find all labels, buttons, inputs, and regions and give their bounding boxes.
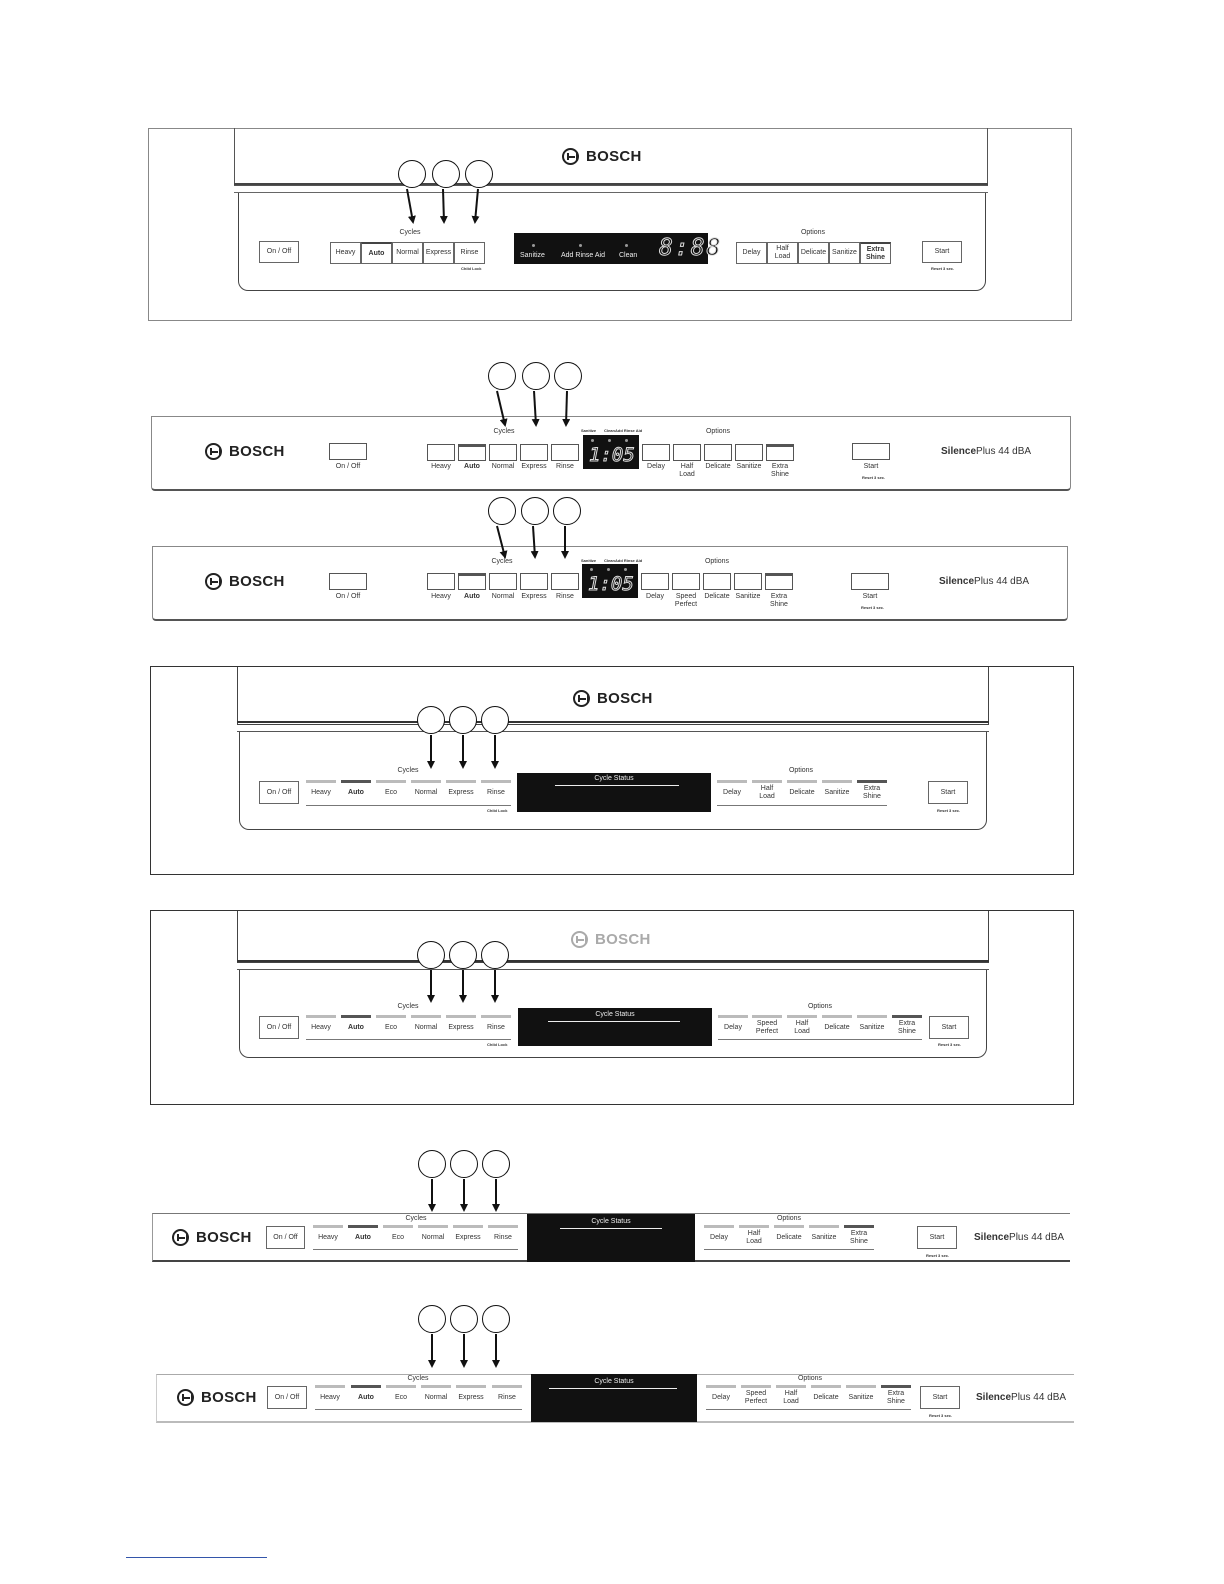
option-delay-bar bbox=[704, 1225, 734, 1228]
option-delicate[interactable] bbox=[704, 444, 732, 461]
option-sanitize[interactable]: Sanitize bbox=[824, 789, 850, 796]
option-delicate[interactable]: Delicate bbox=[789, 789, 815, 796]
start-button[interactable]: Start bbox=[922, 241, 962, 263]
option-speed-perfect[interactable]: Speed Perfect bbox=[744, 1390, 768, 1406]
option-delicate[interactable]: Delicate bbox=[798, 242, 829, 264]
cycle-normal[interactable] bbox=[489, 444, 517, 461]
option-sanitize[interactable] bbox=[734, 573, 762, 590]
cycle-underline bbox=[306, 805, 511, 806]
option-delicate[interactable]: Delicate bbox=[824, 1024, 850, 1031]
option-speed-perfect-label: Speed Perfect bbox=[674, 593, 698, 609]
option-underline bbox=[706, 1409, 911, 1410]
cycles-title: Cycles bbox=[397, 1003, 419, 1010]
panel-7-display bbox=[531, 1374, 697, 1422]
cycle-auto[interactable]: Auto bbox=[348, 1024, 364, 1031]
option-extra-shine-bar bbox=[881, 1385, 911, 1388]
cycle-auto-bar bbox=[351, 1385, 381, 1388]
cycle-express-bar bbox=[456, 1385, 486, 1388]
option-sanitize-bar bbox=[857, 1015, 887, 1018]
cycle-eco[interactable]: Eco bbox=[391, 1234, 405, 1241]
cycle-auto-bar bbox=[348, 1225, 378, 1228]
callout-3 bbox=[553, 497, 581, 525]
led-icon bbox=[624, 568, 627, 571]
cycle-express[interactable]: Express bbox=[448, 1024, 474, 1031]
option-delay[interactable]: Delay bbox=[712, 1394, 730, 1401]
option-sanitize[interactable] bbox=[735, 444, 763, 461]
option-half-load[interactable]: Half Load bbox=[767, 242, 798, 264]
on-off-button[interactable] bbox=[329, 573, 367, 590]
cycles-title: Cycles bbox=[491, 558, 513, 565]
callout-3 bbox=[482, 1150, 510, 1178]
option-extra-shine-label: Extra Shine bbox=[771, 463, 789, 479]
cycle-heavy-bar bbox=[306, 1015, 336, 1018]
cycle-status-label: Cycle Status bbox=[594, 775, 634, 782]
cycle-eco[interactable]: Eco bbox=[384, 1024, 398, 1031]
cycle-rinse[interactable]: Rinse bbox=[487, 789, 505, 796]
model-label: SilencePlus 44 dBA bbox=[976, 1392, 1067, 1403]
bosch-logo-icon bbox=[562, 148, 579, 165]
cycle-heavy[interactable] bbox=[427, 444, 455, 461]
cycle-rinse-bar bbox=[492, 1385, 522, 1388]
cycle-heavy-label: Heavy bbox=[431, 593, 451, 600]
option-half-load-label: Half Load bbox=[679, 463, 695, 479]
option-underline bbox=[717, 805, 887, 806]
option-half-load-bar bbox=[787, 1015, 817, 1018]
panel-6-display bbox=[527, 1214, 695, 1262]
reset-note: Reset 3 sec. bbox=[931, 266, 955, 271]
cycle-normal[interactable]: Normal bbox=[421, 1234, 445, 1241]
indicator-rinse-aid: Add Rinse Aid bbox=[615, 558, 643, 563]
cycle-normal-label: Normal bbox=[491, 593, 515, 600]
model-label: SilencePlus 44 dBA bbox=[941, 446, 1032, 457]
option-half-load[interactable]: Half Load bbox=[783, 1390, 799, 1406]
cycle-rinse[interactable]: Rinse bbox=[454, 242, 485, 264]
callout-2 bbox=[432, 160, 460, 188]
cycle-normal[interactable]: Normal bbox=[414, 789, 438, 796]
option-sanitize[interactable]: Sanitize bbox=[848, 1394, 874, 1401]
cycle-heavy[interactable] bbox=[427, 573, 455, 590]
cycle-normal-bar bbox=[411, 1015, 441, 1018]
start-button[interactable] bbox=[852, 443, 890, 460]
options-title: Options bbox=[788, 767, 814, 774]
cycle-heavy[interactable]: Heavy bbox=[330, 242, 361, 264]
callout-3 bbox=[554, 362, 582, 390]
cycle-normal[interactable]: Normal bbox=[414, 1024, 438, 1031]
option-sanitize[interactable]: Sanitize bbox=[859, 1024, 885, 1031]
rinse-aid-led-icon bbox=[579, 244, 582, 247]
option-delicate-label: Delicate bbox=[705, 463, 731, 470]
cycle-eco[interactable]: Eco bbox=[394, 1394, 408, 1401]
cycle-express[interactable]: Express bbox=[458, 1394, 484, 1401]
option-delay[interactable] bbox=[641, 573, 669, 590]
cycle-heavy[interactable]: Heavy bbox=[318, 1234, 338, 1241]
indicator-clean: Clean bbox=[619, 252, 638, 259]
on-off-button[interactable] bbox=[329, 443, 367, 460]
callout-2 bbox=[521, 497, 549, 525]
option-delicate[interactable]: Delicate bbox=[776, 1234, 802, 1241]
cycle-status-label: Cycle Status bbox=[595, 1011, 635, 1018]
start-label: Start bbox=[863, 463, 879, 470]
panel-4-display bbox=[517, 773, 711, 812]
option-extra-shine-bar bbox=[844, 1225, 874, 1228]
cycle-rinse[interactable] bbox=[551, 573, 579, 590]
options-title: Options bbox=[807, 1003, 833, 1010]
cycle-rinse-label: Rinse bbox=[556, 463, 574, 470]
cycle-normal-bar bbox=[418, 1225, 448, 1228]
model-label: SilencePlus 44 dBA bbox=[939, 576, 1030, 587]
callout-2 bbox=[449, 941, 477, 969]
cycle-express-bar bbox=[453, 1225, 483, 1228]
option-delay-bar bbox=[717, 780, 747, 783]
cycle-status-label: Cycle Status bbox=[594, 1378, 634, 1385]
footnote-rule bbox=[126, 1557, 267, 1558]
cycle-normal[interactable]: Normal bbox=[392, 242, 423, 264]
option-speed-perfect[interactable] bbox=[672, 573, 700, 590]
cycle-express[interactable]: Express bbox=[423, 242, 454, 264]
bosch-logo-icon bbox=[205, 573, 222, 590]
time-readout: 1:05 bbox=[588, 573, 634, 595]
cycle-normal[interactable] bbox=[489, 573, 517, 590]
option-extra-shine[interactable] bbox=[766, 444, 794, 461]
cycle-eco[interactable]: Eco bbox=[384, 789, 398, 796]
cycle-eco-bar bbox=[376, 780, 406, 783]
bosch-logo-icon bbox=[571, 931, 588, 948]
callout-1 bbox=[417, 941, 445, 969]
cycle-rinse[interactable]: Rinse bbox=[498, 1394, 516, 1401]
option-delay[interactable]: Delay bbox=[724, 1024, 742, 1031]
callout-1 bbox=[418, 1305, 446, 1333]
cycle-heavy-bar bbox=[313, 1225, 343, 1228]
options-title: Options bbox=[704, 558, 730, 565]
option-delicate-bar bbox=[774, 1225, 804, 1228]
cycle-auto[interactable]: Auto bbox=[348, 789, 364, 796]
option-extra-shine-bar bbox=[857, 780, 887, 783]
cycle-auto[interactable]: Auto bbox=[358, 1394, 374, 1401]
panel-5-display bbox=[518, 1008, 712, 1046]
option-extra-shine[interactable]: Extra Shine bbox=[863, 785, 881, 801]
clean-led-icon bbox=[625, 244, 628, 247]
on-off-button[interactable]: On / Off bbox=[266, 1226, 305, 1249]
cycles-title: Cycles bbox=[399, 229, 421, 236]
on-off-label: On / Off bbox=[335, 463, 361, 470]
panel-3-brand: BOSCH bbox=[205, 573, 285, 590]
cycle-auto-bar bbox=[341, 780, 371, 783]
led-icon bbox=[591, 439, 594, 442]
option-speed-perfect-bar bbox=[752, 1015, 782, 1018]
option-delay-bar bbox=[718, 1015, 748, 1018]
panel-2-display bbox=[583, 435, 639, 469]
option-delay[interactable]: Delay bbox=[723, 789, 741, 796]
option-delay[interactable] bbox=[642, 444, 670, 461]
callout-1 bbox=[488, 497, 516, 525]
led-icon bbox=[607, 568, 610, 571]
option-extra-shine[interactable]: Extra Shine bbox=[898, 1020, 916, 1036]
option-delicate[interactable] bbox=[703, 573, 731, 590]
cycle-heavy[interactable]: Heavy bbox=[311, 1024, 331, 1031]
cycle-auto[interactable] bbox=[458, 573, 486, 590]
cycles-title: Cycles bbox=[407, 1375, 429, 1382]
option-delicate-bar bbox=[811, 1385, 841, 1388]
led-icon bbox=[608, 439, 611, 442]
option-speed-perfect[interactable]: Speed Perfect bbox=[755, 1020, 779, 1036]
time-readout: 8:88 bbox=[659, 235, 723, 261]
option-delay[interactable]: Delay bbox=[710, 1234, 728, 1241]
cycle-auto-label: Auto bbox=[464, 593, 480, 600]
cycle-rinse-bar bbox=[481, 780, 511, 783]
indicator-clean: Clean bbox=[604, 428, 615, 433]
option-extra-shine[interactable]: Extra Shine bbox=[860, 242, 891, 264]
panel-7-brand: BOSCH bbox=[177, 1389, 257, 1406]
option-half-load-bar bbox=[776, 1385, 806, 1388]
cycle-auto[interactable] bbox=[458, 444, 486, 461]
cycle-express[interactable]: Express bbox=[448, 789, 474, 796]
cycle-heavy-label: Heavy bbox=[431, 463, 451, 470]
cycle-normal-bar bbox=[421, 1385, 451, 1388]
option-delicate-bar bbox=[822, 1015, 852, 1018]
reset-note: Reset 3 sec. bbox=[938, 1042, 962, 1047]
cycle-express[interactable] bbox=[520, 573, 548, 590]
option-delicate[interactable]: Delicate bbox=[813, 1394, 839, 1401]
panel-6-brand: BOSCH bbox=[172, 1229, 252, 1246]
option-half-load-bar bbox=[752, 780, 782, 783]
indicator-sanitize: Sanitize bbox=[581, 428, 597, 433]
option-extra-shine[interactable]: Extra Shine bbox=[887, 1390, 905, 1406]
callout-3 bbox=[465, 160, 493, 188]
on-off-button[interactable]: On / Off bbox=[259, 781, 299, 804]
option-sanitize[interactable]: Sanitize bbox=[811, 1234, 837, 1241]
panel-1-display bbox=[514, 233, 723, 264]
option-sanitize-bar bbox=[809, 1225, 839, 1228]
on-off-label: On / Off bbox=[335, 593, 361, 600]
cycle-rinse-bar bbox=[488, 1225, 518, 1228]
option-extra-shine[interactable]: Extra Shine bbox=[850, 1230, 868, 1246]
option-sanitize-label: Sanitize bbox=[735, 593, 761, 600]
on-off-button[interactable]: On / Off bbox=[267, 1386, 307, 1409]
panel-4-brand: BOSCH bbox=[573, 690, 653, 707]
indicator-rinse-aid: Add Rinse Aid bbox=[615, 428, 643, 433]
callout-2 bbox=[522, 362, 550, 390]
cycle-auto[interactable]: Auto bbox=[355, 1234, 371, 1241]
callout-3 bbox=[481, 941, 509, 969]
sanitize-led-icon bbox=[532, 244, 535, 247]
option-extra-shine-bar bbox=[892, 1015, 922, 1018]
indicator-sanitize: Sanitize bbox=[581, 558, 597, 563]
options-title: Options bbox=[776, 1215, 802, 1222]
indicator-rinse-aid: Add Rinse Aid bbox=[561, 252, 605, 259]
bosch-logo-icon bbox=[205, 443, 222, 460]
option-sanitize-bar bbox=[846, 1385, 876, 1388]
cycle-heavy-bar bbox=[306, 780, 336, 783]
cycles-title: Cycles bbox=[405, 1215, 427, 1222]
callout-3 bbox=[482, 1305, 510, 1333]
reset-note: Reset 3 sec. bbox=[937, 808, 961, 813]
option-sanitize[interactable]: Sanitize bbox=[829, 242, 860, 264]
status-line bbox=[549, 1388, 677, 1389]
cycle-express-label: Express bbox=[521, 593, 547, 600]
cycle-underline bbox=[315, 1409, 522, 1410]
status-line bbox=[548, 1021, 680, 1022]
reset-note: Reset 3 sec. bbox=[929, 1413, 953, 1418]
cycle-rinse[interactable] bbox=[551, 444, 579, 461]
option-underline bbox=[704, 1249, 874, 1250]
bosch-logo-icon bbox=[573, 690, 590, 707]
time-readout: 1:05 bbox=[589, 444, 635, 466]
cycle-normal-label: Normal bbox=[491, 463, 515, 470]
options-title: Options bbox=[797, 1375, 823, 1382]
cycle-normal[interactable]: Normal bbox=[424, 1394, 448, 1401]
option-sanitize-label: Sanitize bbox=[736, 463, 762, 470]
cycle-auto-bar bbox=[341, 1015, 371, 1018]
cycle-express[interactable] bbox=[520, 444, 548, 461]
option-delay-label: Delay bbox=[647, 463, 665, 470]
option-sanitize-bar bbox=[822, 780, 852, 783]
option-extra-shine[interactable] bbox=[765, 573, 793, 590]
cycle-express-label: Express bbox=[521, 463, 547, 470]
start-label: Start bbox=[862, 593, 878, 600]
cycle-eco-bar bbox=[386, 1385, 416, 1388]
option-half-load[interactable]: Half Load bbox=[746, 1230, 762, 1246]
panel-3-display bbox=[582, 564, 638, 598]
cycle-heavy[interactable]: Heavy bbox=[311, 789, 331, 796]
start-button[interactable]: Start bbox=[928, 781, 968, 804]
options-title: Options bbox=[800, 229, 826, 236]
panel-2-brand: BOSCH bbox=[205, 443, 285, 460]
bosch-logo-icon bbox=[172, 1229, 189, 1246]
panel-1-brand: BOSCH bbox=[562, 148, 642, 165]
callout-1 bbox=[417, 706, 445, 734]
reset-note: Reset 3 sec. bbox=[861, 605, 885, 610]
option-half-load-bar bbox=[739, 1225, 769, 1228]
cycle-eco-bar bbox=[376, 1015, 406, 1018]
child-lock-note: Child Lock bbox=[487, 1042, 508, 1047]
cycle-eco-bar bbox=[383, 1225, 413, 1228]
cycle-underline bbox=[313, 1249, 518, 1250]
indicator-clean: Clean bbox=[604, 558, 615, 563]
child-lock-note: Child Lock bbox=[461, 266, 482, 271]
reset-note: Reset 3 sec. bbox=[862, 475, 886, 480]
cycles-title: Cycles bbox=[397, 767, 419, 774]
start-button[interactable] bbox=[851, 573, 889, 590]
cycles-title: Cycles bbox=[493, 428, 515, 435]
panel-4-ledge bbox=[237, 721, 989, 732]
option-underline bbox=[718, 1039, 922, 1040]
callout-2 bbox=[450, 1305, 478, 1333]
panel-1-ledge bbox=[234, 183, 988, 193]
cycle-normal-bar bbox=[411, 780, 441, 783]
cycle-express-bar bbox=[446, 1015, 476, 1018]
on-off-button[interactable]: On / Off bbox=[259, 1016, 299, 1039]
child-lock-note: Child Lock bbox=[487, 808, 508, 813]
cycle-auto[interactable]: Auto bbox=[361, 242, 392, 264]
option-delay-label: Delay bbox=[646, 593, 664, 600]
option-delicate-label: Delicate bbox=[704, 593, 730, 600]
cycle-heavy[interactable]: Heavy bbox=[320, 1394, 340, 1401]
cycle-heavy-bar bbox=[315, 1385, 345, 1388]
callout-2 bbox=[449, 706, 477, 734]
option-half-load[interactable]: Half Load bbox=[794, 1020, 810, 1036]
panel-5-ledge bbox=[237, 960, 989, 970]
cycle-rinse-bar bbox=[481, 1015, 511, 1018]
indicator-sanitize: Sanitize bbox=[520, 252, 545, 259]
cycle-rinse[interactable]: Rinse bbox=[487, 1024, 505, 1031]
option-half-load[interactable]: Half Load bbox=[759, 785, 775, 801]
led-icon bbox=[590, 568, 593, 571]
cycle-express-bar bbox=[446, 780, 476, 783]
led-icon bbox=[625, 439, 628, 442]
cycle-underline bbox=[306, 1039, 511, 1040]
cycle-auto-label: Auto bbox=[464, 463, 480, 470]
cycle-rinse[interactable]: Rinse bbox=[494, 1234, 512, 1241]
start-button[interactable]: Start bbox=[920, 1386, 960, 1409]
start-button[interactable]: Start bbox=[929, 1016, 969, 1039]
model-label: SilencePlus 44 dBA bbox=[974, 1232, 1065, 1243]
reset-note: Reset 3 sec. bbox=[926, 1253, 950, 1258]
callout-1 bbox=[398, 160, 426, 188]
cycle-status-label: Cycle Status bbox=[591, 1218, 631, 1225]
callout-2 bbox=[450, 1150, 478, 1178]
bosch-logo-icon bbox=[177, 1389, 194, 1406]
callout-1 bbox=[418, 1150, 446, 1178]
option-delay-bar bbox=[706, 1385, 736, 1388]
option-extra-shine-label: Extra Shine bbox=[770, 593, 788, 609]
status-line bbox=[555, 785, 679, 786]
option-speed-perfect-bar bbox=[741, 1385, 771, 1388]
cycle-rinse-label: Rinse bbox=[556, 593, 574, 600]
panel-5-brand: BOSCH bbox=[571, 931, 651, 948]
status-line bbox=[560, 1228, 662, 1229]
start-button[interactable]: Start bbox=[917, 1226, 957, 1249]
option-delicate-bar bbox=[787, 780, 817, 783]
callout-1 bbox=[488, 362, 516, 390]
options-title: Options bbox=[705, 428, 731, 435]
option-delay[interactable]: Delay bbox=[736, 242, 767, 264]
callout-3 bbox=[481, 706, 509, 734]
option-half-load[interactable] bbox=[673, 444, 701, 461]
cycle-express[interactable]: Express bbox=[455, 1234, 481, 1241]
on-off-button[interactable]: On / Off bbox=[259, 241, 299, 263]
